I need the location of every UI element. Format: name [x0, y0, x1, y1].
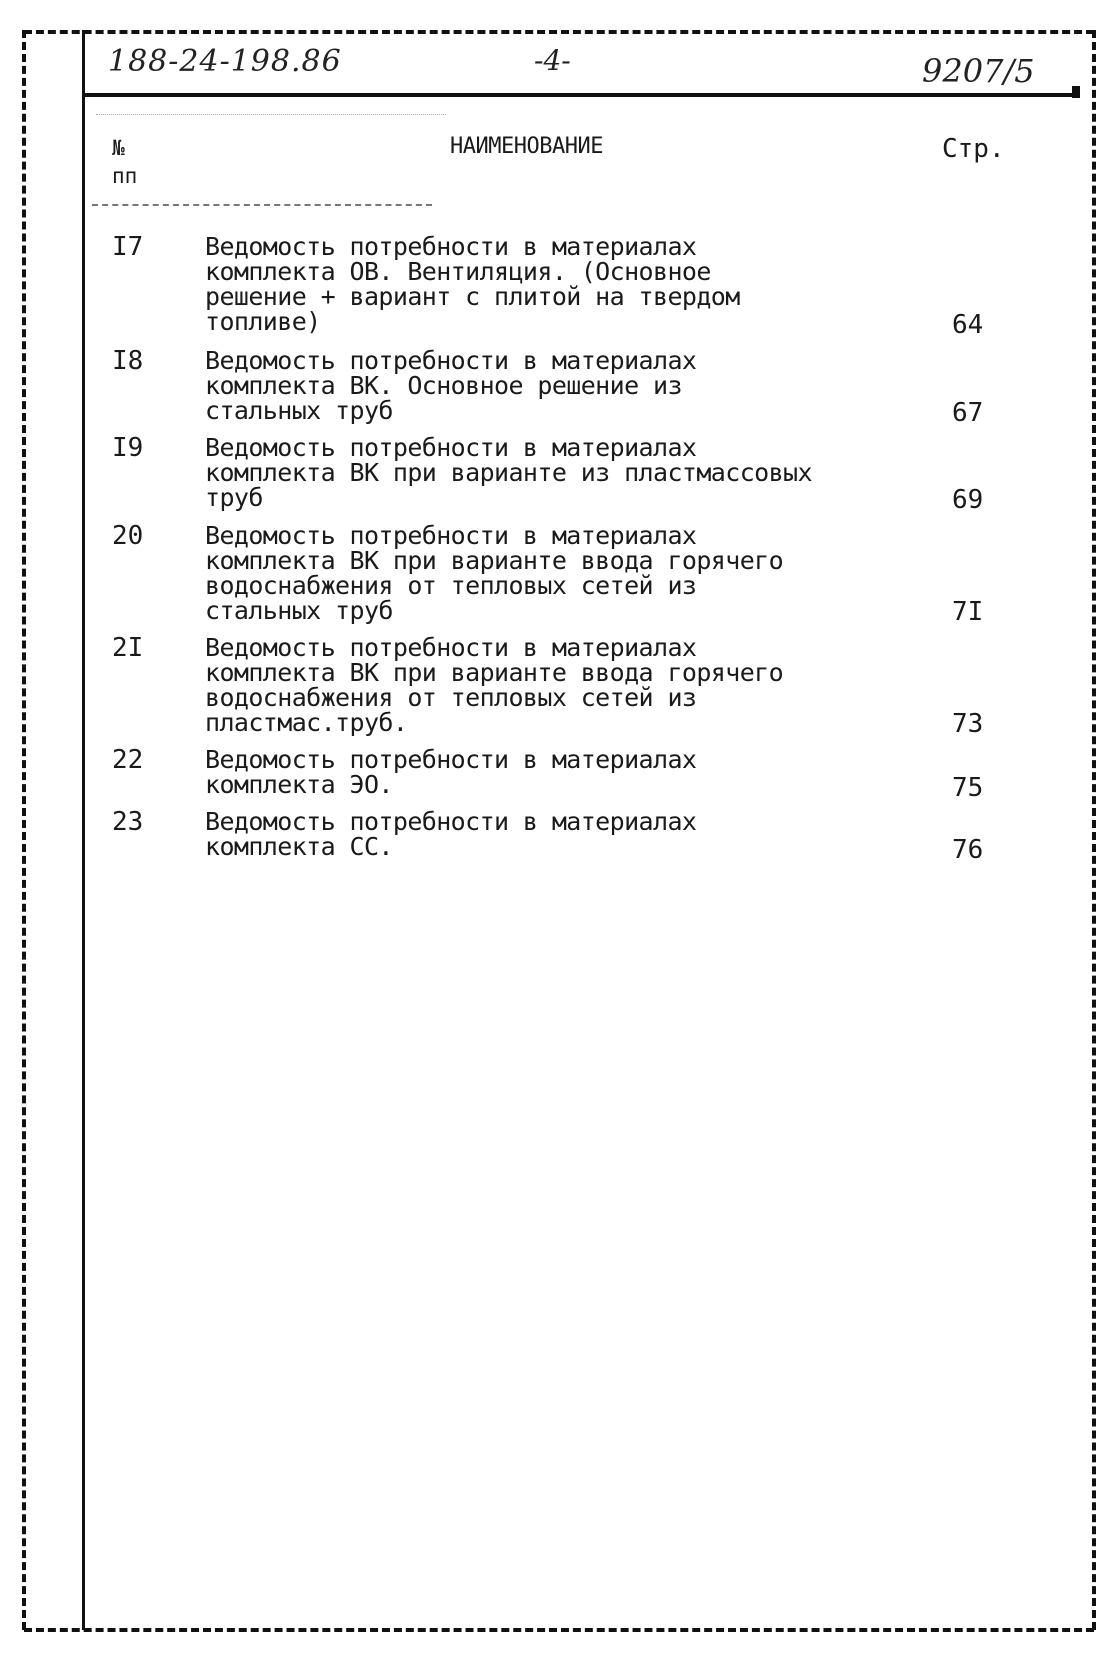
frame-left-border: [22, 30, 26, 1630]
item-page: 75: [952, 773, 984, 803]
item-title-line: комплекта ВК при варианте ввода горячего: [205, 546, 784, 575]
item-number: I9: [112, 433, 144, 463]
item-title-line: Ведомость потребности в материалах: [205, 745, 697, 774]
item-title-line: стальных труб: [205, 596, 393, 625]
item-number: I8: [112, 346, 144, 376]
item-title-line: Ведомость потребности в материалах: [205, 346, 697, 375]
item-title-line: комплекта ЭО.: [205, 770, 393, 799]
header-top-dotted-rule: [96, 114, 446, 115]
item-title-line: комплекта ВК при варианте из пластмассовых: [205, 458, 812, 487]
column-header-number: [112, 134, 152, 190]
item-title: [205, 435, 865, 510]
item-number: 20: [112, 521, 144, 551]
item-title-line: Ведомость потребности в материалах: [205, 232, 697, 261]
item-page: 76: [952, 835, 984, 865]
item-title-line: водоснабжения от тепловых сетей из: [205, 571, 697, 600]
column-header-number-abbr: пп: [112, 164, 138, 188]
item-title-line: пластмас.труб.: [205, 708, 408, 737]
document-code: 188-24-198.86: [108, 44, 342, 79]
item-title-line: Ведомость потребности в материалах: [205, 433, 697, 462]
header-rule: [82, 93, 1078, 97]
inventory-number: 9207/5: [922, 52, 1035, 90]
item-title-line: Ведомость потребности в материалах: [205, 807, 697, 836]
item-title-line: решение + вариант с плитой на твердом: [205, 282, 740, 311]
item-title-line: комплекта ВК. Основное решение из: [205, 371, 682, 400]
item-number: I7: [112, 232, 144, 262]
item-title-line: комплекта ОВ. Вентиляция. (Основное: [205, 257, 711, 286]
item-title: [205, 348, 865, 423]
item-title-line: водоснабжения от тепловых сетей из: [205, 683, 697, 712]
item-page: 67: [952, 398, 984, 428]
frame-right-border: [1092, 30, 1096, 1630]
item-title-line: комплекта ВК при варианте ввода горячего: [205, 658, 784, 687]
frame-top-border: [24, 30, 1094, 34]
item-title-line: стальных труб: [205, 396, 393, 425]
frame-bottom-border: [24, 1628, 1094, 1632]
page-number: -4-: [534, 44, 571, 77]
column-header-page: Стр.: [942, 134, 1005, 164]
item-title: [205, 523, 865, 623]
item-title-line: Ведомость потребности в материалах: [205, 521, 697, 550]
item-title: [205, 635, 865, 735]
item-page: 64: [952, 310, 984, 340]
header-dashed-rule: [92, 204, 432, 206]
item-number: 22: [112, 745, 144, 775]
item-title-line: труб: [205, 483, 263, 512]
header-rule-end-mark: [1072, 86, 1080, 98]
item-title-line: Ведомость потребности в материалах: [205, 633, 697, 662]
item-title: [205, 747, 865, 797]
item-number: 23: [112, 807, 144, 837]
item-page: 7I: [952, 597, 984, 627]
item-title-line: комплекта СС.: [205, 832, 393, 861]
item-title: [205, 809, 865, 859]
item-title: [205, 234, 865, 334]
item-page: 69: [952, 485, 984, 515]
binding-margin-line: [82, 30, 85, 1630]
column-header-number-symbol: №: [112, 136, 125, 160]
item-number: 2I: [112, 633, 144, 663]
item-title-line: топливе): [205, 307, 321, 336]
column-header-name: НАИМЕНОВАНИЕ: [450, 134, 603, 159]
item-page: 73: [952, 709, 984, 739]
